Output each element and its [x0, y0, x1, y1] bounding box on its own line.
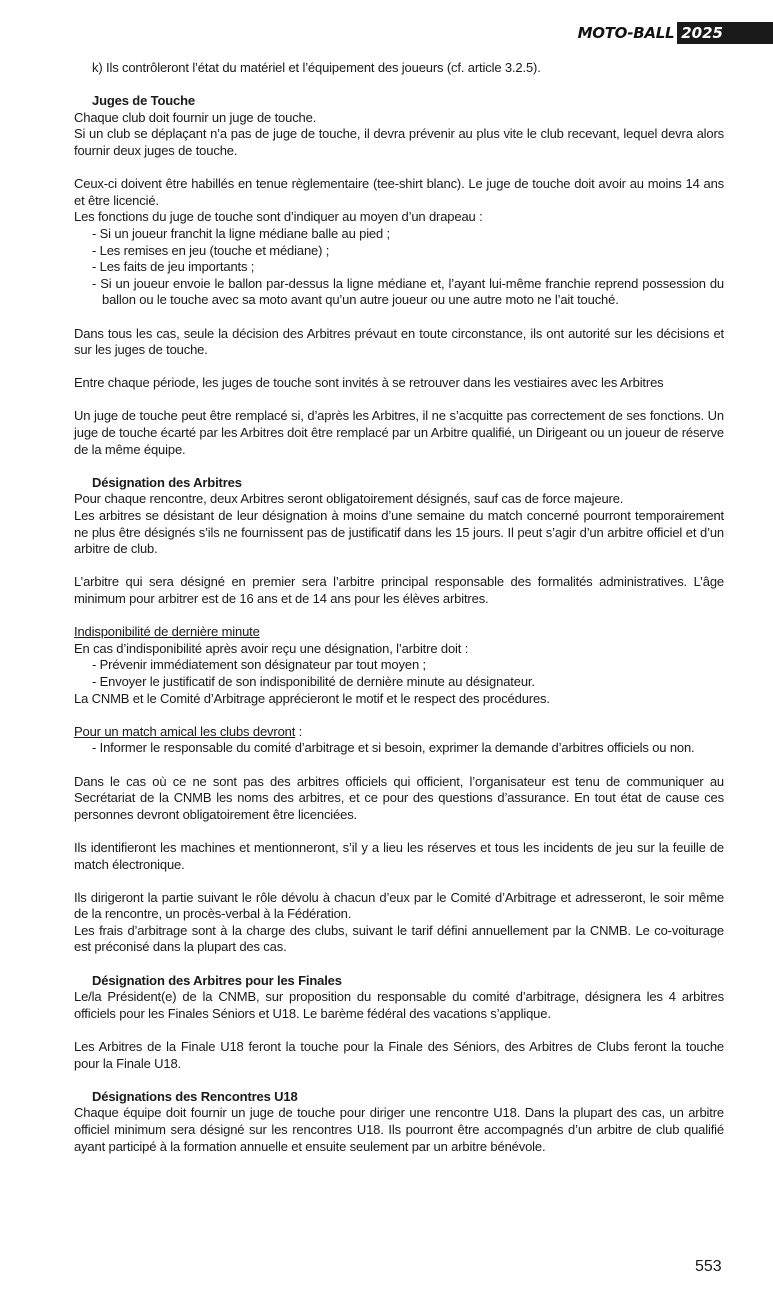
heading-juges-touche: Juges de Touche [92, 93, 195, 109]
list-item: - Les faits de jeu importants ; [92, 259, 255, 275]
paragraph: Un juge de touche peut être remplacé si, d’après les Arbitres, il ne s’acquitte pas correctement de ses fonctions. Un juge de touche écarté par les Arbitres doit être remplacé par un Arbitre qualifié, un Dirigeant ou un joueur de réserve de la même équipe. [74, 408, 724, 457]
heading-match-amical-text: Pour un match amical les clubs devront [74, 723, 296, 739]
list-item: - Si un joueur envoie le ballon par-dessus la ligne médiane et, l’ayant lui-même franchie reprend possession du ballon ou le touche avec sa moto avant qu’un autre joueur ou une autre moto ne l’ait touché. [92, 275, 724, 308]
paragraph: Le/la Président(e) de la CNMB, sur proposition du responsable du comité d’arbitrage, désignera les 4 arbitres officiels pour les Finales Séniors et U18. Le barème fédéral des vacations s’applique. [74, 989, 724, 1021]
paragraph: Les arbitres se désistant de leur désignation à moins d’une semaine du match concerné pourront temporairement ne plus être désignés s’ils ne fournissent pas de justificatif dans les 15 jours. Il peut s’agir d’un arbitre officiel et d’un arbitre de club. [74, 508, 724, 557]
paragraph: Ils dirigeront la partie suivant le rôle dévolu à chacun d’eux par le Comité d’Arbitrage et adresseront, le soir même de la rencontre, un procès-verbal à la Fédération. [74, 889, 724, 922]
page-number: 553 [695, 1258, 722, 1275]
heading-finales: Désignation des Arbitres pour les Finales [92, 972, 342, 988]
paragraph: La CNMB et le Comité d’Arbitrage apprécieront le motif et le respect des procédures. [74, 690, 550, 706]
year-badge: 2025 [677, 22, 773, 44]
document-body [74, 60, 724, 1155]
list-item: - Informer le responsable du comité d’arbitrage et si besoin, exprimer la demande d’arbitres officiels ou non. [92, 740, 695, 756]
list-item: - Si un joueur franchit la ligne médiane balle au pied ; [92, 225, 391, 241]
paragraph: Ils identifieront les machines et mentionneront, s’il y a lieu les réserves et tous les incidents de jeu sur la feuille de match électronique. [74, 839, 724, 872]
brand-title: MOTO-BALL [577, 24, 675, 42]
heading-u18: Désignations des Rencontres U18 [92, 1088, 298, 1104]
paragraph: L’arbitre qui sera désigné en premier sera l’arbitre principal responsable des formalités administratives. L’âge minimum pour arbitrer est de 16 ans et de 14 ans pour les élèves arbitres. [74, 574, 724, 606]
paragraph: Si un club se déplaçant n’a pas de juge de touche, il devra prévenir au plus vite le club recevant, lequel devra alors fournir deux juges de touche. [74, 126, 724, 158]
paragraph: Les frais d’arbitrage sont à la charge des clubs, suivant le tarif défini annuellement par la CNMB. Le co-voiturage est préconisé dans la plupart des cas. [74, 922, 724, 955]
list-item: - Les remises en jeu (touche et médiane) ; [92, 242, 330, 258]
page-header [578, 22, 773, 44]
paragraph: Les Arbitres de la Finale U18 feront la touche pour la Finale des Séniors, des Arbitres de Clubs feront la touche pour la Finale U18. [74, 1039, 724, 1071]
paragraph: En cas d’indisponibilité après avoir reçu une désignation, l’arbitre doit : [74, 640, 469, 656]
heading-match-amical [74, 724, 724, 741]
paragraph: Entre chaque période, les juges de touche sont invités à se retrouver dans les vestiaires avec les Arbitres [74, 375, 664, 391]
list-item: - Prévenir immédiatement son désignateur par tout moyen ; [92, 657, 426, 673]
list-item: - Envoyer le justificatif de son indisponibilité de dernière minute au désignateur. [92, 673, 535, 689]
paragraph: Dans tous les cas, seule la décision des Arbitres prévaut en toute circonstance, ils ont autorité sur les décisions et sur les juges de touche. [74, 325, 724, 358]
heading-designation: Désignation des Arbitres [92, 474, 242, 490]
heading-suffix: : [295, 723, 303, 739]
paragraph: Pour chaque rencontre, deux Arbitres seront obligatoirement désignés, sauf cas de force majeure. [74, 491, 624, 507]
paragraph: Chaque club doit fournir un juge de touche. [74, 109, 317, 125]
paragraph: Dans le cas où ce ne sont pas des arbitres officiels qui officient, l’organisateur est tenu de communiquer au Secrétariat de la CNMB les noms des arbitres, et ce pour des questions d’assurance. En tout état de cause ces personnes devront obligatoirement être licenciées. [74, 773, 724, 822]
paragraph: Ceux-ci doivent être habillés en tenue règlementaire (tee-shirt blanc). Le juge de touche doit avoir au moins 14 ans et être licencié. [74, 176, 724, 208]
item-k: k) Ils contrôleront l’état du matériel et l’équipement des joueurs (cf. article 3.2.5). [92, 60, 541, 75]
heading-indisponibilite: Indisponibilité de dernière minute [74, 624, 260, 640]
paragraph: Chaque équipe doit fournir un juge de touche pour diriger une rencontre U18. Dans la plupart des cas, un arbitre officiel minimum sera désigné sur les rencontres U18. Ils pourront être accompagnés d’un arbitre de club qualifié ayant participé à la formation annuelle et ensuite seulement par un arbitre bénévole. [74, 1105, 724, 1154]
paragraph: Les fonctions du juge de touche sont d’indiquer au moyen d’un drapeau : [74, 209, 483, 225]
